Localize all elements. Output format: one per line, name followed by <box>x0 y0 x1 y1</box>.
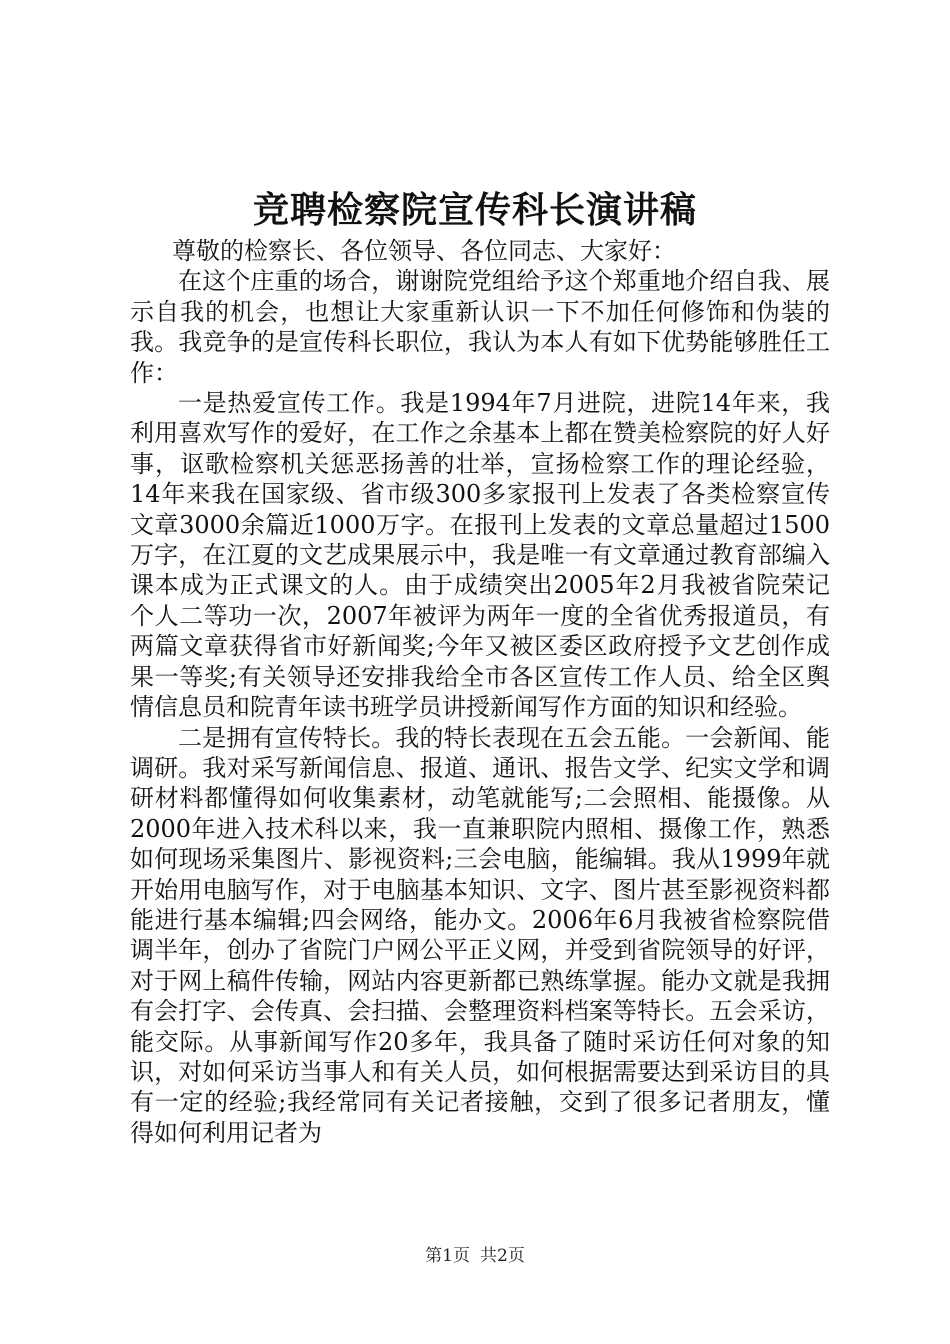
document-title: 竞聘检察院宣传科长演讲稿 <box>252 189 697 231</box>
paragraph-first-advantage: 一是热爱宣传工作。我是1994年7月进院，进院14年来，我利用喜欢写作的爱好，在工作之余基本上都在赞美检察院的好人好事，讴歌检察机关惩恶扬善的壮举，宣扬检察工作的理论经验，14年来我在国家级、省市级300多家报刊上发表了各类检察宣传文章3000余篇近1000万字。在报刊上发表的文章总量超过1500万字，在江夏的文艺成果展示中，我是唯一有文章通过教育部编入课本成为正式课文的人。由于成绩突出2005年2月我被省院荣记个人二等功一次，2007年被评为两年一度的全省优秀报道员，有两篇文章获得省市好新闻奖;今年又被区委区政府授予文艺创作成果一等奖;有关领导还安排我给全市各区宣传工作人员、给全区舆情信息员和院青年读书班学员讲授新闻写作方面的知识和经验。 <box>130 389 830 722</box>
page-total: 共2页 <box>480 1246 525 1266</box>
page-footer <box>0 1245 950 1267</box>
paragraph-intro: 在这个庄重的场合，谢谢院党组给予这个郑重地介绍自我、展示自我的机会，也想让大家重新认识一下不加任何修饰和伪装的我。我竞争的是宣传科长职位，我认为本人有如下优势能够胜任工作： <box>130 267 830 387</box>
greeting-line: 尊敬的检察长、各位领导、各位同志、大家好： <box>172 237 676 265</box>
paragraph-second-advantage: 二是拥有宣传特长。我的特长表现在五会五能。一会新闻、能调研。我对采写新闻信息、报道、通讯、报告文学、纪实文学和调研材料都懂得如何收集素材，动笔就能写;二会照相、能摄像。从2000年进入技术科以来，我一直兼职院内照相、摄像工作，熟悉如何现场采集图片、影视资料;三会电脑，能编辑。我从1999年就开始用电脑写作，对于电脑基本知识、文字、图片甚至影视资料都能进行基本编辑;四会网络，能办文。2006年6月我被省检察院借调半年，创办了省院门户网公平正义网，并受到省院领导的好评，对于网上稿件传输，网站内容更新都已熟练掌握。能办文就是我拥有会打字、会传真、会扫描、会整理资料档案等特长。五会采访，能交际。从事新闻写作20多年，我具备了随时采访任何对象的知识，对如何采访当事人和有关人员，如何根据需要达到采访目的具有一定的经验;我经常同有关记者接触，交到了很多记者朋友，懂得如何利用记者为 <box>130 723 830 1147</box>
document-body <box>130 236 830 1148</box>
page-number: 第1页 <box>425 1246 470 1266</box>
